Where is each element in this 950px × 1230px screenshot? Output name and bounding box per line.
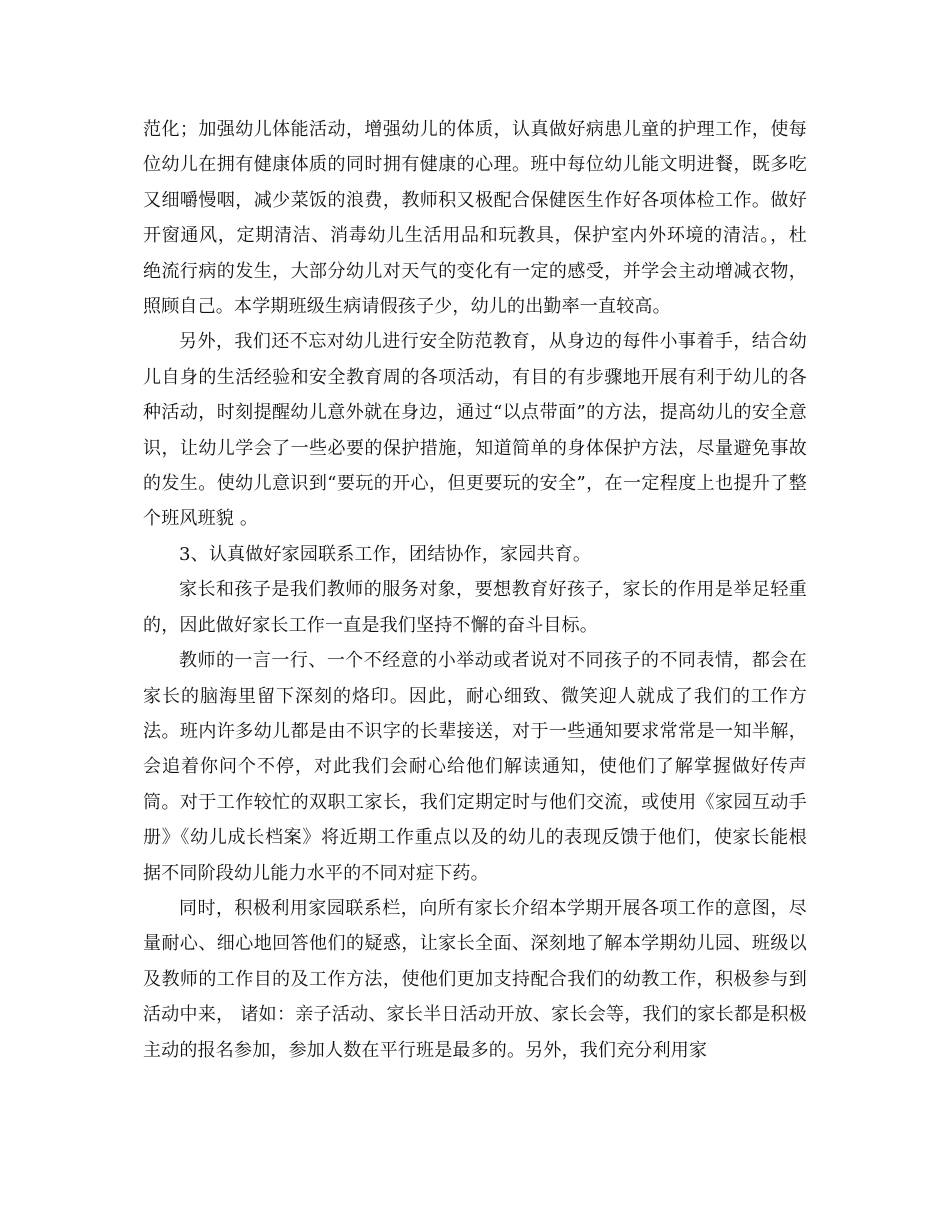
paragraph-health-care: 范化；加强幼儿体能活动，增强幼儿的体质，认真做好病患儿童的护理工作，使每位幼儿在拥有健康体质的同时拥有健康的心理。班中每位幼儿能文明进餐，既多吃又细嚼慢咽，减少菜饭的浪费，教师积又极配合保健医生作好各项体检工作。做好开窗通风，定期清洁、消毒幼儿生活用品和玩教具，保护室内外环境的清洁。，杜绝流行病的发生，大部分幼儿对天气的变化有一定的感受，并学会主动增减衣物，照顾自己。本学期班级生病请假孩子少，幼儿的出勤率一直较高。 (143, 119, 807, 318)
section-heading-home-school-contact: 3、认真做好家园联系工作，团结协作，家园共育。 (179, 543, 592, 565)
paragraph-safety-education: 另外，我们还不忘对幼儿进行安全防范教育，从身边的每件小事着手，结合幼儿自身的生活经验和安全教育周的各项活动，有目的有步骤地开展有利于幼儿的各种活动，时刻提醒幼儿意外就在身边，通过“以点带面”的方法，提高幼儿的安全意识，让幼儿学会了一些必要的保护措施，知道简单的身体保护方法，尽量避免事故的发生。使幼儿意识到“要玩的开心，但更要玩的安全”，在一定程度上也提升了整个班风班貌 。 (143, 331, 807, 530)
paragraph-contact-board: 同时，积极利用家园联系栏，向所有家长介绍本学期开展各项工作的意图，尽量耐心、细心地回答他们的疑惑，让家长全面、深刻地了解本学期幼儿园、班级以及教师的工作目的及工作方法，使他们更加支持配合我们的幼教工作，积极参与到活动中来， 诸如：亲子活动、家长半日活动开放、家长会等，我们的家长都是积极主动的报名参加，参加人数在平行班是最多的。另外，我们充分利用家 (143, 897, 807, 1061)
paragraph-parents-role: 家长和孩子是我们教师的服务对象，要想教育好孩子，家长的作用是举足轻重的，因此做好家长工作一直是我们坚持不懈的奋斗目标。 (143, 579, 807, 636)
paragraph-teacher-conduct: 教师的一言一行、一个不经意的小举动或者说对不同孩子的不同表情，都会在家长的脑海里留下深刻的烙印。因此，耐心细致、微笑迎人就成了我们的工作方法。班内许多幼儿都是由不识字的长辈接送，对于一些通知要求常常是一知半解，会追着你问个不停，对此我们会耐心给他们解读通知，使他们了解掌握做好传声筒。对于工作较忙的双职工家长，我们定期定时与他们交流，或使用《家园互动手册》《幼儿成长档案》将近期工作重点以及的幼儿的表现反馈于他们，使家长能根据不同阶段幼儿能力水平的不同对症下药。 (143, 650, 807, 884)
document-body (143, 112, 807, 1068)
